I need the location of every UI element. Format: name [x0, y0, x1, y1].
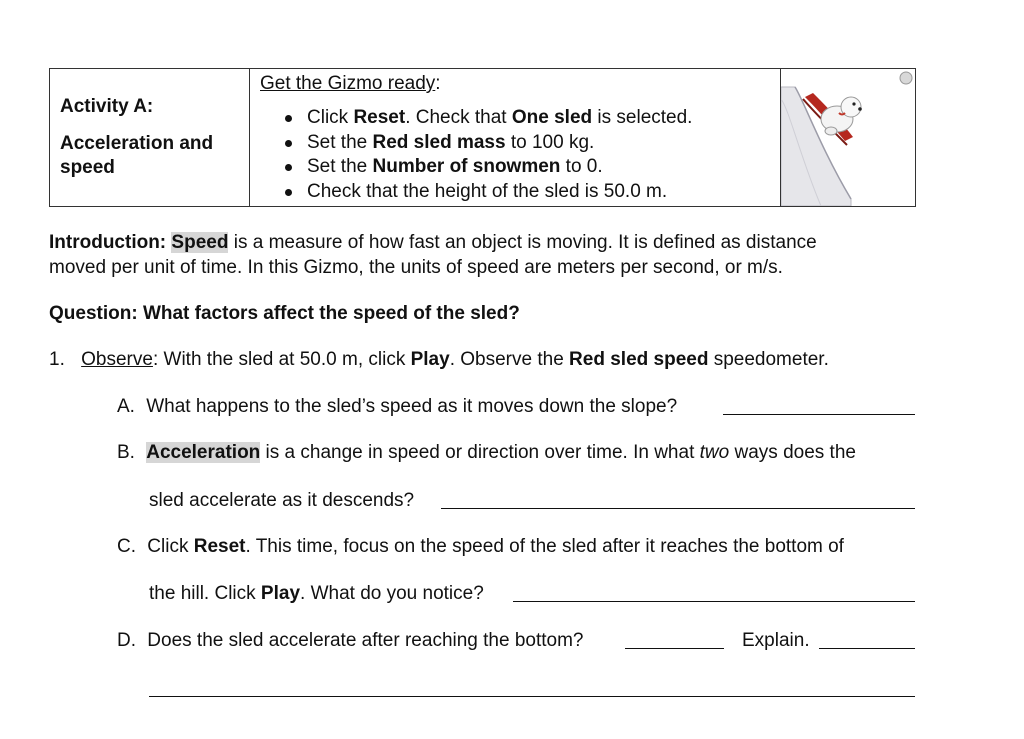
- intro-line-1: [49, 230, 929, 255]
- q1-bold: Play: [410, 349, 450, 370]
- part-d-letter: D.: [117, 630, 136, 651]
- step-text: to 0.: [560, 156, 603, 177]
- sled-gizmo-thumbnail-icon: [781, 69, 915, 206]
- gizmo-thumbnail: [781, 69, 915, 206]
- part-d-text: Does the sled accelerate after reaching the bottom?: [147, 630, 584, 651]
- part-b-line-1: [117, 441, 856, 465]
- part-c-bold: Reset: [193, 536, 246, 557]
- part-b-text: ways does the: [729, 442, 856, 463]
- part-d-answer-blank[interactable]: [625, 630, 724, 649]
- part-c-text-2: . What do you notice?: [300, 583, 484, 604]
- question-text: Question: What factors affect the speed of the sled?: [49, 303, 520, 324]
- part-c-text: Click: [147, 536, 194, 557]
- step-text: . Check that: [405, 107, 512, 128]
- part-b-line-2: [149, 489, 414, 513]
- part-a-text: What happens to the sled’s speed as it moves down the slope?: [146, 396, 678, 417]
- part-a-letter: A.: [117, 396, 135, 417]
- step-bold: Reset: [353, 107, 406, 128]
- q1-bold: Red sled speed: [569, 349, 709, 370]
- part-b-emphasis: two: [699, 442, 730, 463]
- q1-text: speedometer.: [708, 349, 829, 370]
- step-bold: Number of snowmen: [372, 156, 561, 177]
- setup-cell: [250, 69, 781, 206]
- q1-number: 1.: [49, 349, 65, 370]
- part-c-answer-blank[interactable]: [513, 583, 915, 602]
- part-b-answer-blank[interactable]: [441, 490, 915, 509]
- setup-heading-colon: :: [435, 73, 441, 94]
- question: [49, 301, 520, 326]
- part-d-explain-blank[interactable]: [819, 630, 915, 649]
- setup-steps: [260, 106, 780, 204]
- part-c-text-2: the hill. Click: [149, 583, 261, 604]
- part-b-text: is a change in speed or direction over time. In what: [260, 442, 700, 463]
- intro-label: Introduction:: [49, 232, 167, 253]
- step-text: Click: [307, 107, 354, 128]
- q1-observe: Observe: [81, 349, 153, 370]
- activity-name: Acceleration and speed: [60, 133, 214, 178]
- step-text: Set the: [307, 156, 373, 177]
- part-c-bold-2: Play: [260, 583, 301, 604]
- step-bold: One sled: [511, 107, 593, 128]
- setup-step: [307, 155, 780, 180]
- part-b-text-2: sled accelerate as it descends?: [149, 490, 415, 511]
- step-text: to 100 kg.: [505, 131, 595, 153]
- part-c-line-2: [149, 582, 484, 606]
- part-d-explain-line-2[interactable]: [149, 678, 915, 697]
- intro-line-2: moved per unit of time. In this Gizmo, the units of speed are meters per second, or m/s.: [49, 257, 783, 278]
- part-b-term: Acceleration: [146, 442, 261, 463]
- intro-term-speed: Speed: [171, 232, 229, 253]
- setup-heading-line: [260, 72, 780, 96]
- setup-step: [307, 106, 780, 131]
- part-c-text: . This time, focus on the speed of the sled after it reaches the bottom of: [245, 536, 844, 557]
- activity-cell: [50, 69, 250, 206]
- setup-step: [307, 180, 780, 205]
- part-b-letter: B.: [117, 442, 135, 463]
- step-text: Check that the height of the sled is 50.0 m.: [307, 180, 668, 202]
- part-a-answer-blank[interactable]: [723, 396, 915, 415]
- step-text: is selected.: [592, 107, 693, 128]
- intro-text: is a measure of how fast an object is moving. It is defined as distance: [228, 232, 817, 253]
- part-d-explain: Explain.: [742, 630, 810, 651]
- activity-table: [49, 68, 916, 207]
- part-c-letter: C.: [117, 536, 136, 557]
- part-d-line-1: [117, 629, 583, 653]
- q1-text: . Observe the: [449, 349, 570, 370]
- activity-label: Activity A:: [60, 96, 154, 117]
- setup-heading: Get the Gizmo ready: [260, 73, 436, 94]
- part-a: [117, 395, 677, 419]
- q1-line: [49, 348, 829, 372]
- q1-text: : With the sled at 50.0 m, click: [152, 349, 411, 370]
- introduction: [49, 230, 929, 280]
- part-c-line-1: [117, 535, 844, 559]
- step-text: Set the: [307, 131, 373, 153]
- step-bold: Red sled mass: [372, 131, 506, 153]
- setup-step: [307, 131, 780, 156]
